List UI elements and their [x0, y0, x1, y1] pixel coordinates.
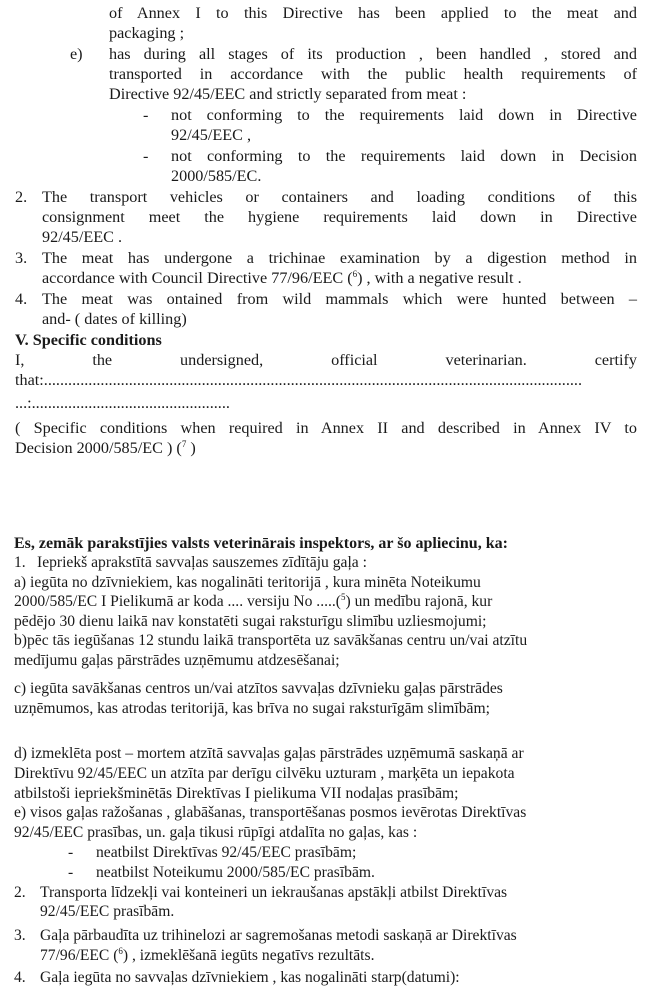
sub-item-text-line: c) iegūta savākšanas centros un/vai atzītos savvaļas dzīvnieku gaļas pārstrādes: [14, 680, 503, 697]
latvian-heading: Es, zemāk parakstījies valsts veterinārais inspektors, ar šo apliecinu, ka:: [14, 535, 508, 552]
section-heading: V. Specific conditions: [15, 331, 162, 349]
note-line: [15, 439, 196, 459]
item-text-line: Gaļa pārbaudīta uz trihinelozi ar sagremošanas metodi saskaņā ar Direktīvas: [40, 927, 517, 944]
footnote-ref: 6: [352, 269, 358, 279]
text: Decision 2000/585/EC ) (: [15, 439, 182, 457]
item-text-line: The meat was ontained from wild mammals which were hunted between –: [42, 290, 637, 308]
text: accordance with Council Directive 77/96/EEC (: [42, 269, 353, 287]
item-number: 2.: [14, 884, 26, 901]
specific-conditions-fill-line[interactable]: that:.....................................................................................................................................: [15, 371, 583, 389]
word: the: [92, 351, 113, 369]
item-e-text-line: transported in accordance with the public health requirements of: [109, 65, 637, 83]
footnote-ref: 6: [118, 946, 123, 956]
bullet-dash: -: [68, 844, 74, 861]
sub-item-text-line: atbilstoši iepriekšminētās Direktīvas I pielikuma VII nodaļas prasībām;: [14, 785, 459, 802]
sub-item-text-line: medījumu gaļas pārstrādes uzņēmumu atdzesēšanai;: [14, 652, 340, 669]
item-number: 2.: [15, 188, 28, 206]
item-number: 4.: [14, 969, 26, 986]
item-text-line: [40, 946, 375, 965]
bullet-dash: -: [143, 106, 149, 124]
item-text-line: Transporta līdzekļi vai konteineri un iekraušanas apstākļi atbilst Direktīvas: [40, 884, 508, 901]
footnote-ref: 7: [181, 439, 187, 449]
item-text-line: Gaļa iegūta no savvaļas dzīvniekiem , kas nogalināti starp(datumi):: [40, 969, 460, 986]
note-line: ( Specific conditions when required in Annex II and described in Annex IV to: [15, 419, 637, 437]
item-text-line: 92/45/EEC .: [42, 228, 123, 246]
bullet-dash: -: [143, 147, 149, 165]
item-text-line: and- ( dates of killing): [42, 310, 187, 328]
text: ): [186, 439, 196, 457]
word: certify: [594, 351, 637, 369]
sub-item-text-line: pēdējo 30 dienu laikā nav konstatēti sugai raksturīgu slimību uzliesmojumi;: [14, 613, 487, 630]
sub-item-text-line: [14, 592, 492, 611]
sub-item-text-line: Direktīvu 92/45/EEC un atzīta par derīgu cilvēku uzturam , marķēta un iepakota: [14, 765, 515, 782]
bullet-dash: -: [68, 864, 74, 881]
bullet-text: neatbilst Direktīvas 92/45/EEC prasībām;: [96, 844, 357, 861]
item-d-continuation-line: of Annex I to this Directive has been applied to the meat and: [109, 4, 637, 22]
item-e-marker: e): [70, 45, 83, 63]
text: 77/96/EEC (: [40, 947, 119, 964]
sub-item-text-line: uzņēmumos, kas atrodas teritorijā, kas brīva no sugai raksturīgām slimībām;: [14, 700, 490, 717]
item-text-line: The transport vehicles or containers and loading conditions of this: [42, 188, 637, 206]
item-text-line: Iepriekš aprakstītā savvaļas sauszemes zīdītāju gaļa :: [37, 554, 367, 571]
item-e-text-line: has during all stages of its production , been handled , stored and: [109, 45, 637, 63]
specific-conditions-fill-line[interactable]: ...:.................................................: [15, 394, 230, 412]
sub-item-text-line: d) izmeklēta post – mortem atzītā savvaļas gaļas pārstrādes uzņēmumā saskaņā ar: [14, 745, 524, 762]
item-text-line: The meat has undergone a trichinae examination by a digestion method in: [42, 249, 637, 267]
bullet-text-line: not conforming to the requirements laid down in Decision: [171, 147, 637, 165]
sub-item-text-line: a) iegūta no dzīvniekiem, kas nogalināti teritorijā , kura minēta Noteikumu: [14, 574, 481, 591]
bullet-text-line: 2000/585/EC.: [171, 167, 262, 185]
text: 2000/585/EC I Pielikumā ar koda .... versiju No .....(: [14, 593, 341, 610]
sub-item-text-line: b)pēc tās iegūšanas 12 stundu laikā transportēta uz savākšanas centru un/vai atzītu: [14, 632, 528, 649]
item-number: 3.: [14, 927, 26, 944]
item-e-text-line: Directive 92/45/EEC and strictly separated from meat :: [109, 85, 467, 103]
certify-line: [15, 351, 637, 371]
footnote-ref: 5: [341, 592, 346, 602]
item-text-line: consignment meet the hygiene requirements laid down in Directive: [42, 208, 637, 226]
bullet-text-line: not conforming to the requirements laid down in Directive: [171, 106, 637, 124]
word: official: [331, 351, 378, 369]
text: ) un medību rajonā, kur: [345, 593, 493, 610]
item-text-line: 92/45/EEC prasībām.: [40, 903, 175, 920]
word: veterinarian.: [445, 351, 527, 369]
sub-item-text-line: e) visos gaļas ražošanas , glabāšanas, transportēšanas posmos ievērotas Direktīvas: [14, 804, 527, 821]
text: ) , izmeklēšanā iegūts negatīvs rezultāts.: [122, 947, 375, 964]
item-number: 3.: [15, 249, 28, 267]
item-number: 1.: [14, 554, 26, 571]
bullet-text: neatbilst Noteikumu 2000/585/EC prasībām.: [96, 864, 375, 881]
text: ) , with a negative result .: [357, 269, 522, 287]
word: undersigned,: [180, 351, 264, 369]
item-number: 4.: [15, 290, 28, 308]
item-d-continuation-line: packaging ;: [109, 24, 185, 42]
item-text-line: [42, 269, 522, 289]
sub-item-text-line: 92/45/EEC prasības, un. gaļa tikusi rūpīgi atdalīta no gaļas, kas :: [14, 824, 418, 841]
bullet-text-line: 92/45/EEC ,: [171, 126, 252, 144]
word: I,: [15, 351, 25, 369]
